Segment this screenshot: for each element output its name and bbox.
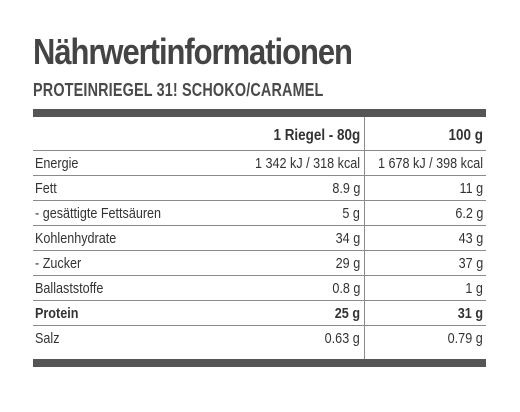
page-title: Nährwertinformationen: [33, 31, 352, 72]
header-per-bar: 1 Riegel - 80g: [273, 127, 360, 144]
row-value-per-100g: 11 g: [459, 180, 483, 197]
table-row-protein: [33, 301, 486, 326]
bottom-divider: [33, 359, 486, 367]
table-row-kohlenhydrate: [33, 226, 486, 251]
row-label: Kohlenhydrate: [35, 230, 117, 247]
table-row-energie: [33, 151, 486, 176]
row-label: Protein: [35, 305, 79, 322]
row-label: - gesättigte Fettsäuren: [35, 205, 162, 222]
column-divider: [364, 117, 365, 359]
row-value-per-bar: 1 342 kJ / 318 kcal: [254, 155, 360, 172]
product-subtitle: PROTEINRIEGEL 31! SCHOKO/CARAMEL: [33, 80, 324, 100]
row-label: Ballaststoffe: [35, 280, 104, 297]
row-value-per-bar: 0.8 g: [331, 280, 360, 297]
top-divider: [33, 109, 486, 117]
row-value-per-100g: 43 g: [458, 230, 483, 247]
table-header-row: [33, 117, 486, 151]
row-value-per-100g: 6.2 g: [454, 205, 483, 222]
row-value-per-bar: 29 g: [335, 255, 360, 272]
row-value-per-100g: 1 g: [465, 280, 483, 297]
row-value-per-bar: 0.63 g: [324, 330, 360, 347]
row-value-per-100g: 37 g: [458, 255, 483, 272]
table-row-gesaettigte-fettsaeuren: [33, 201, 486, 226]
row-value-per-100g: 0.79 g: [447, 330, 483, 347]
row-value-per-bar: 25 g: [334, 305, 360, 322]
row-label: Salz: [35, 330, 60, 347]
table-row-fett: [33, 176, 486, 201]
table-row-ballaststoffe: [33, 276, 486, 301]
row-value-per-100g: 31 g: [457, 305, 483, 322]
row-label: Energie: [35, 155, 79, 172]
table-row-zucker: [33, 251, 486, 276]
row-value-per-bar: 8.9 g: [331, 180, 360, 197]
header-per-100g: 100 g: [448, 127, 483, 144]
row-value-per-100g: 1 678 kJ / 398 kcal: [377, 155, 483, 172]
nutrition-table: [33, 117, 486, 351]
row-label: Fett: [35, 180, 57, 197]
row-label: - Zucker: [35, 255, 82, 272]
row-value-per-bar: 5 g: [342, 205, 360, 222]
row-value-per-bar: 34 g: [335, 230, 360, 247]
table-row-salz: [33, 326, 486, 351]
